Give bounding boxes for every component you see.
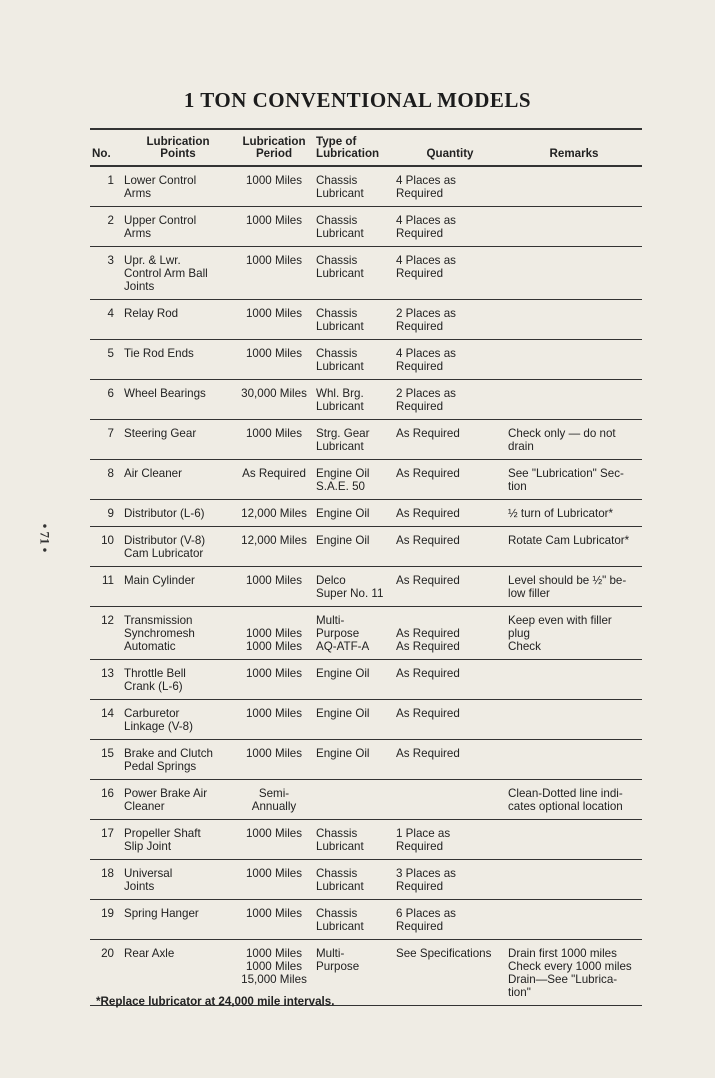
cell-lubrication-point: Air Cleaner — [122, 460, 234, 500]
header-no: No. — [90, 129, 122, 166]
cell-lubrication-period: 1000 Miles — [234, 420, 314, 460]
cell-number: 11 — [90, 567, 122, 607]
cell-remarks — [506, 740, 642, 780]
table-row — [90, 247, 642, 300]
cell-lubrication-point: Brake and Clutch Pedal Springs — [122, 740, 234, 780]
cell-lubrication-type: Chassis Lubricant — [314, 207, 394, 247]
cell-remarks — [506, 247, 642, 300]
table-row — [90, 207, 642, 247]
table-row — [90, 607, 642, 660]
cell-quantity: 2 Places as Required — [394, 300, 506, 340]
cell-number: 9 — [90, 500, 122, 527]
cell-quantity: 1 Place as Required — [394, 820, 506, 860]
cell-quantity: See Specifications — [394, 940, 506, 1006]
cell-lubrication-period: 1000 Miles — [234, 820, 314, 860]
cell-lubrication-point: Carburetor Linkage (V-8) — [122, 700, 234, 740]
cell-lubrication-point: Steering Gear — [122, 420, 234, 460]
cell-quantity: As Required — [394, 700, 506, 740]
cell-remarks — [506, 700, 642, 740]
cell-lubrication-point: Distributor (L-6) — [122, 500, 234, 527]
cell-lubrication-type: Engine Oil — [314, 740, 394, 780]
table-row — [90, 860, 642, 900]
table-row — [90, 500, 642, 527]
page-title: 1 TON CONVENTIONAL MODELS — [183, 88, 532, 112]
cell-lubrication-point: Main Cylinder — [122, 567, 234, 607]
cell-lubrication-type: Multi- Purpose — [314, 940, 394, 1006]
cell-quantity: 4 Places as Required — [394, 247, 506, 300]
cell-remarks: Clean-Dotted line indi- cates optional location — [506, 780, 642, 820]
table-row — [90, 780, 642, 820]
cell-remarks — [506, 860, 642, 900]
cell-quantity: As Required — [394, 460, 506, 500]
cell-remarks: Check only — do not drain — [506, 420, 642, 460]
cell-remarks — [506, 340, 642, 380]
cell-quantity — [394, 780, 506, 820]
cell-lubrication-point: Rear Axle — [122, 940, 234, 1006]
cell-quantity: 4 Places as Required — [394, 340, 506, 380]
cell-remarks — [506, 380, 642, 420]
cell-lubrication-period: 1000 Miles — [234, 740, 314, 780]
cell-number: 18 — [90, 860, 122, 900]
table-row — [90, 420, 642, 460]
cell-lubrication-period: 1000 Miles — [234, 660, 314, 700]
cell-remarks: Level should be ½" be- low filler — [506, 567, 642, 607]
cell-lubrication-point: Propeller Shaft Slip Joint — [122, 820, 234, 860]
cell-lubrication-type: Engine Oil S.A.E. 50 — [314, 460, 394, 500]
cell-lubrication-period: 1000 Miles — [234, 340, 314, 380]
table-row — [90, 740, 642, 780]
cell-quantity: 4 Places as Required — [394, 166, 506, 207]
cell-lubrication-period: 1000 Miles 1000 Miles 15,000 Miles — [234, 940, 314, 1006]
cell-lubrication-period: 12,000 Miles — [234, 500, 314, 527]
cell-number: 15 — [90, 740, 122, 780]
cell-remarks: See "Lubrication" Sec- tion — [506, 460, 642, 500]
cell-lubrication-point: Distributor (V-8) Cam Lubricator — [122, 527, 234, 567]
cell-lubrication-point: Spring Hanger — [122, 900, 234, 940]
cell-number: 14 — [90, 700, 122, 740]
cell-remarks: Keep even with filler plug Check — [506, 607, 642, 660]
cell-lubrication-type: Engine Oil — [314, 527, 394, 567]
cell-quantity: 3 Places as Required — [394, 860, 506, 900]
cell-quantity: As Required As Required — [394, 607, 506, 660]
table-row — [90, 527, 642, 567]
table-row — [90, 900, 642, 940]
cell-lubrication-type: Multi- Purpose AQ-ATF-A — [314, 607, 394, 660]
cell-lubrication-type: Delco Super No. 11 — [314, 567, 394, 607]
cell-lubrication-type: Chassis Lubricant — [314, 300, 394, 340]
page-number: • 71 • — [37, 523, 53, 553]
cell-lubrication-period: As Required — [234, 460, 314, 500]
cell-lubrication-point: Lower Control Arms — [122, 166, 234, 207]
cell-quantity: As Required — [394, 527, 506, 567]
header-lubrication-period: Lubrication Period — [234, 129, 314, 166]
cell-lubrication-type: Strg. Gear Lubricant — [314, 420, 394, 460]
cell-number: 19 — [90, 900, 122, 940]
cell-remarks: ½ turn of Lubricator* — [506, 500, 642, 527]
cell-number: 16 — [90, 780, 122, 820]
cell-number: 10 — [90, 527, 122, 567]
cell-number: 13 — [90, 660, 122, 700]
cell-number: 17 — [90, 820, 122, 860]
cell-number: 2 — [90, 207, 122, 247]
cell-number: 8 — [90, 460, 122, 500]
cell-number: 6 — [90, 380, 122, 420]
cell-lubrication-period: 1000 Miles — [234, 567, 314, 607]
cell-lubrication-period: 1000 Miles — [234, 300, 314, 340]
cell-number: 1 — [90, 166, 122, 207]
cell-remarks: Rotate Cam Lubricator* — [506, 527, 642, 567]
cell-lubrication-type — [314, 780, 394, 820]
cell-lubrication-type: Whl. Brg. Lubricant — [314, 380, 394, 420]
cell-remarks — [506, 660, 642, 700]
cell-lubrication-period: 1000 Miles — [234, 166, 314, 207]
header-type-of-lubrication: Type of Lubrication — [314, 129, 394, 166]
table-row — [90, 660, 642, 700]
cell-lubrication-period: 1000 Miles — [234, 900, 314, 940]
cell-quantity: 2 Places as Required — [394, 380, 506, 420]
cell-number: 3 — [90, 247, 122, 300]
cell-lubrication-point: Upr. & Lwr. Control Arm Ball Joints — [122, 247, 234, 300]
cell-quantity: 4 Places as Required — [394, 207, 506, 247]
cell-lubrication-point: Universal Joints — [122, 860, 234, 900]
cell-quantity: As Required — [394, 420, 506, 460]
cell-lubrication-point: Tie Rod Ends — [122, 340, 234, 380]
cell-lubrication-period: 1000 Miles — [234, 247, 314, 300]
cell-number: 4 — [90, 300, 122, 340]
table-row — [90, 820, 642, 860]
cell-number: 12 — [90, 607, 122, 660]
cell-lubrication-period: Semi- Annually — [234, 780, 314, 820]
cell-lubrication-type: Chassis Lubricant — [314, 820, 394, 860]
cell-number: 5 — [90, 340, 122, 380]
cell-lubrication-period: 12,000 Miles — [234, 527, 314, 567]
cell-lubrication-type: Chassis Lubricant — [314, 247, 394, 300]
cell-lubrication-type: Engine Oil — [314, 660, 394, 700]
cell-lubrication-type: Engine Oil — [314, 700, 394, 740]
cell-lubrication-type: Chassis Lubricant — [314, 166, 394, 207]
table-header-row — [90, 129, 642, 166]
cell-lubrication-period: 1000 Miles 1000 Miles — [234, 607, 314, 660]
table-row — [90, 300, 642, 340]
cell-number: 7 — [90, 420, 122, 460]
table-row — [90, 567, 642, 607]
cell-lubrication-period: 1000 Miles — [234, 860, 314, 900]
cell-quantity: As Required — [394, 500, 506, 527]
cell-lubrication-point: Relay Rod — [122, 300, 234, 340]
cell-lubrication-point: Power Brake Air Cleaner — [122, 780, 234, 820]
cell-lubrication-type: Chassis Lubricant — [314, 860, 394, 900]
cell-quantity: As Required — [394, 740, 506, 780]
cell-remarks — [506, 207, 642, 247]
cell-lubrication-point: Transmission Synchromesh Automatic — [122, 607, 234, 660]
table-row — [90, 700, 642, 740]
cell-lubrication-period: 1000 Miles — [234, 700, 314, 740]
cell-quantity: As Required — [394, 567, 506, 607]
cell-remarks — [506, 900, 642, 940]
table-row — [90, 340, 642, 380]
cell-lubrication-point: Upper Control Arms — [122, 207, 234, 247]
header-quantity: Quantity — [394, 129, 506, 166]
cell-lubrication-type: Engine Oil — [314, 500, 394, 527]
cell-lubrication-point: Wheel Bearings — [122, 380, 234, 420]
cell-remarks — [506, 300, 642, 340]
cell-quantity: As Required — [394, 660, 506, 700]
footnote: *Replace lubricator at 24,000 mile intervals. — [96, 995, 335, 1008]
cell-lubrication-type: Chassis Lubricant — [314, 900, 394, 940]
table-row — [90, 460, 642, 500]
cell-remarks — [506, 166, 642, 207]
cell-lubrication-period: 1000 Miles — [234, 207, 314, 247]
cell-lubrication-type: Chassis Lubricant — [314, 340, 394, 380]
cell-number: 20 — [90, 940, 122, 1006]
cell-remarks: Drain first 1000 miles Check every 1000 miles Drain—See "Lubrica- tion" — [506, 940, 642, 1006]
cell-quantity: 6 Places as Required — [394, 900, 506, 940]
cell-remarks — [506, 820, 642, 860]
cell-lubrication-period: 30,000 Miles — [234, 380, 314, 420]
header-remarks: Remarks — [506, 129, 642, 166]
header-lubrication-points: Lubrication Points — [122, 129, 234, 166]
table-row — [90, 380, 642, 420]
cell-lubrication-point: Throttle Bell Crank (L-6) — [122, 660, 234, 700]
table-row — [90, 166, 642, 207]
lubrication-table — [90, 128, 642, 1006]
